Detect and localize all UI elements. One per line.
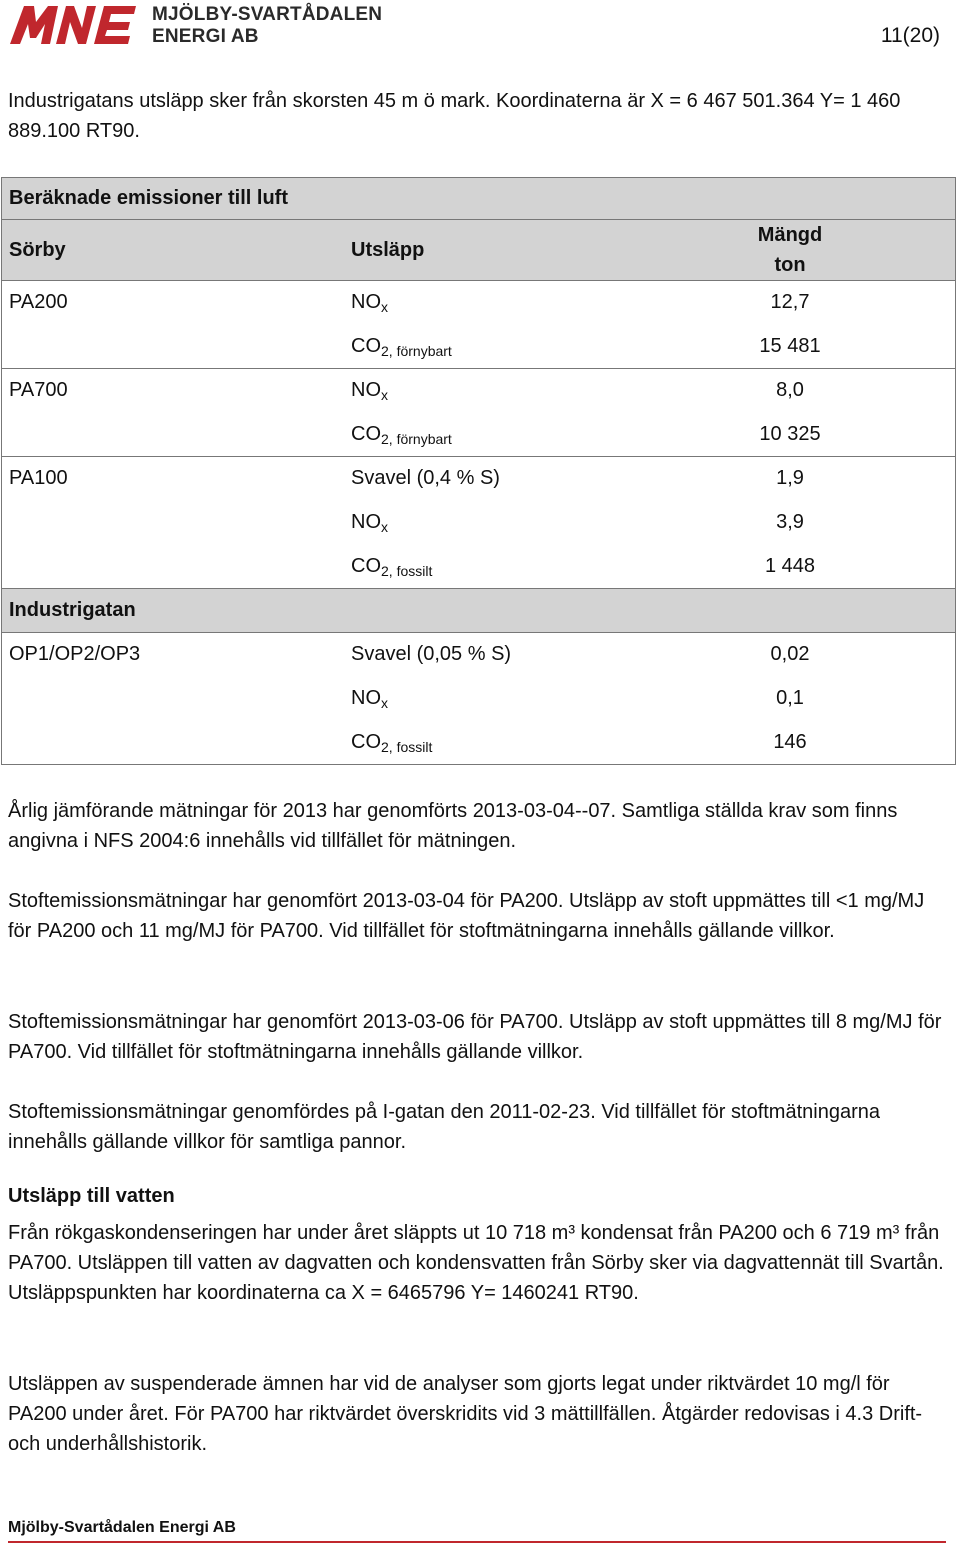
cell-emission: [344, 413, 708, 457]
cell-amount: 12,7: [770, 291, 810, 314]
cell-emission: [344, 281, 708, 325]
section-title: Industrigatan: [2, 589, 956, 633]
emission-subscript: 2, förnybart: [381, 342, 452, 359]
cell-spacer: [872, 369, 956, 413]
cell-spacer: [872, 721, 956, 765]
emission-base: CO: [351, 554, 381, 577]
header-site: Sörby: [2, 220, 345, 281]
cell-amount: 1 448: [764, 554, 816, 577]
table-title-row: [2, 178, 956, 220]
emission-base: CO: [351, 730, 381, 753]
emission-base: CO: [351, 422, 381, 445]
header-amount-line1: Mängd: [757, 224, 823, 246]
cell-site: [2, 545, 345, 589]
emission-subscript: x: [381, 387, 388, 404]
cell-spacer: [872, 281, 956, 325]
table-body-industrigatan: [2, 633, 956, 765]
cell-site: OP1/OP2/OP3: [9, 643, 141, 666]
cell-emission: [344, 677, 708, 721]
paragraph-dust-igatan: Stoftemissionsmätningar genomfördes på I-gatan den 2011-02-23. Vid tillfället för stoftmätningarna innehålls gällande villkor för samtliga pannor.: [8, 1101, 880, 1153]
emission-subscript: x: [381, 519, 388, 535]
emission-subscript: 2, fossilt: [381, 562, 433, 579]
table-row: [2, 721, 956, 765]
cell-site: PA700: [9, 379, 68, 402]
paragraph-dust-pa200: Stoftemissionsmätningar har genomfört 2013-03-04 för PA200. Utsläpp av stoft uppmättes till <1 mg/MJ för PA200 och 11 mg/MJ för PA700. Vid tillfället för stoftmätningarna innehålls gällande villkor.: [8, 890, 925, 942]
cell-spacer: [872, 457, 956, 501]
page-number: 11(20): [880, 24, 940, 47]
cell-spacer: [872, 413, 956, 457]
emission-subscript: 2, fossilt: [381, 738, 433, 755]
cell-amount: 8,0: [776, 379, 804, 402]
emission-base: NO: [351, 291, 381, 314]
emission-base: NO: [351, 511, 381, 533]
cell-amount: 0,1: [776, 687, 804, 709]
cell-spacer: [872, 633, 956, 677]
header-amount: [708, 220, 872, 281]
emissions-table: [1, 177, 956, 765]
table-row: [2, 413, 956, 457]
cell-site: PA100: [9, 467, 68, 490]
cell-spacer: [872, 325, 956, 369]
water-paragraph-1: Från rökgaskondenseringen har under året släppts ut 10 718 m³ kondensat från PA200 och 6 719 m³ från PA700. Utsläppen till vatten av dagvatten och kondensvatten från Sörby sker via dagvattennät till Svartån. Utsläppspunkten har koordinaterna ca X = 6465796 Y= 1460241 RT90.: [8, 1222, 944, 1304]
header-amount-line2: ton: [774, 254, 806, 276]
cell-site: PA200: [9, 291, 68, 314]
cell-site: [2, 721, 345, 765]
paragraph-annual-measurement: Årlig jämförande mätningar för 2013 har genomförts 2013-03-04--07. Samtliga ställda krav som finns angivna i NFS 2004:6 innehålls vid tillfället för mätningen.: [8, 800, 898, 852]
emission-subscript: x: [381, 695, 388, 711]
cell-site: [2, 413, 345, 457]
cell-site: [2, 325, 345, 369]
section-row-industrigatan: [2, 589, 956, 633]
table-row: [2, 633, 956, 677]
cell-emission: [344, 633, 708, 677]
emission-base: Svavel (0,05 % S): [351, 643, 512, 666]
cell-emission: [344, 545, 708, 589]
emission-subscript: 2, förnybart: [381, 430, 452, 447]
footer-company: Mjölby-Svartådalen Energi AB: [8, 1519, 236, 1536]
header-emission: Utsläpp: [344, 220, 708, 281]
intro-paragraph: Industrigatans utsläpp sker från skorsten 45 m ö mark. Koordinaterna är X = 6 467 501.364 Y= 1 460 889.100 RT90.: [8, 90, 901, 142]
emission-base: NO: [351, 687, 381, 709]
cell-emission: [344, 501, 708, 545]
table-row: [2, 281, 956, 325]
table-header-row: [2, 220, 956, 281]
table-row: [2, 677, 956, 721]
cell-amount: 3,9: [776, 511, 804, 533]
emission-base: CO: [351, 334, 381, 357]
cell-amount: 10 325: [759, 422, 821, 445]
company-logo: [10, 2, 383, 48]
cell-amount: 15 481: [759, 334, 821, 357]
cell-site: [2, 501, 345, 545]
paragraph-dust-pa700: Stoftemissionsmätningar har genomfört 2013-03-06 för PA700. Utsläpp av stoft uppmättes till 8 mg/MJ för PA700. Vid tillfället för stoftmätningarna innehålls gällande villkor.: [8, 1011, 942, 1063]
cell-emission: [344, 721, 708, 765]
table-row: [2, 457, 956, 501]
table-row: [2, 545, 956, 589]
emission-base: NO: [351, 379, 381, 402]
table-row: [2, 501, 956, 545]
emission-base: Svavel (0,4 % S): [351, 467, 500, 490]
table-body-sorby: [2, 281, 956, 589]
company-name-line1: MJÖLBY-SVARTÅDALEN: [152, 4, 383, 25]
table-title: Beräknade emissioner till luft: [2, 178, 956, 220]
cell-spacer: [872, 501, 956, 545]
cell-site: [2, 677, 345, 721]
table-row: [2, 369, 956, 413]
cell-amount: 1,9: [776, 467, 804, 490]
footer-rule: [8, 1541, 946, 1543]
cell-emission: [344, 325, 708, 369]
table-row: [2, 325, 956, 369]
cell-spacer: [872, 545, 956, 589]
company-name-line2: ENERGI AB: [152, 26, 259, 47]
cell-amount: 146: [773, 730, 807, 753]
cell-emission: [344, 457, 708, 501]
water-paragraph-2: Utsläppen av suspenderade ämnen har vid de analyser som gjorts legat under riktvärdet 10 mg/l för PA200 under året. För PA700 har riktvärdet överskridits vid 3 mättillfällen. Åtgärder redovisas i 4.3 Drift- och underhållshistorik.: [8, 1373, 923, 1455]
mne-logo-mark: [10, 4, 138, 46]
emission-subscript: x: [381, 299, 388, 316]
cell-spacer: [872, 677, 956, 721]
cell-emission: [344, 369, 708, 413]
water-heading: Utsläpp till vatten: [8, 1185, 175, 1207]
cell-amount: 0,02: [770, 643, 810, 666]
